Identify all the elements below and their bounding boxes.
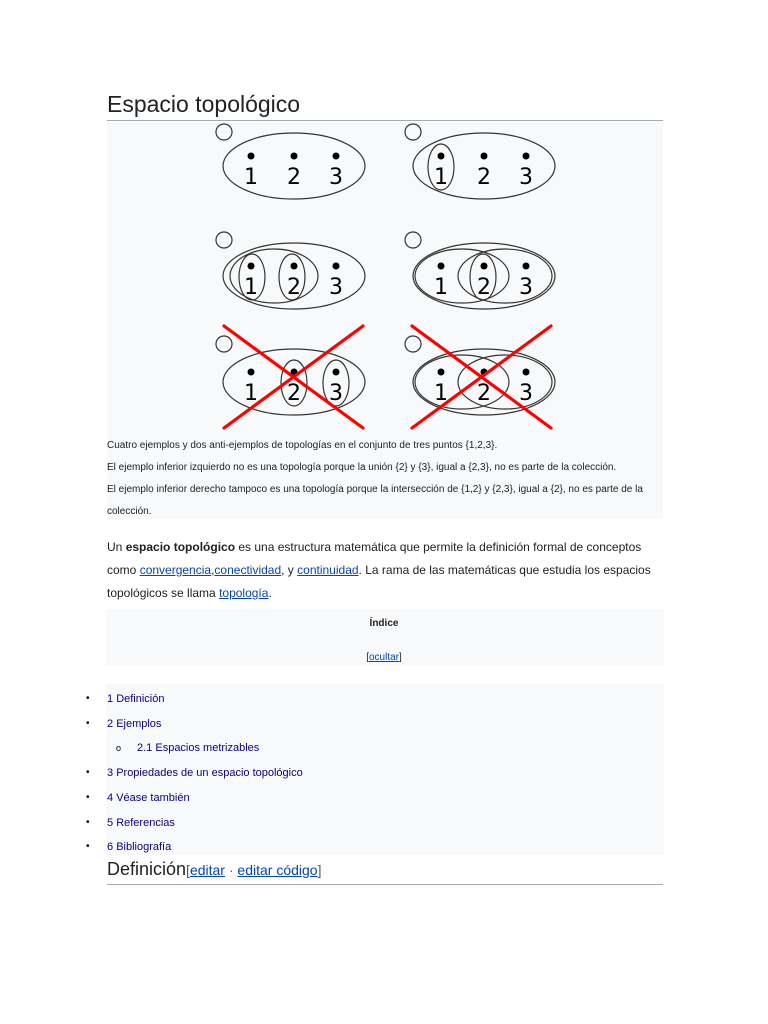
point-label: 3 bbox=[329, 275, 343, 300]
point-label: 3 bbox=[329, 165, 343, 190]
edit-bracket: ] bbox=[317, 862, 322, 878]
intro-text: Un bbox=[107, 540, 126, 554]
edit-link[interactable]: editar bbox=[189, 862, 225, 878]
toc-bullet: • bbox=[86, 718, 90, 729]
point-dot bbox=[481, 153, 488, 160]
toc-number: 2.1 bbox=[137, 742, 153, 754]
toc-number: 4 bbox=[107, 792, 114, 804]
point-dot bbox=[333, 369, 340, 376]
point-dot bbox=[438, 153, 445, 160]
point-label: 3 bbox=[519, 381, 533, 406]
link-topologia[interactable]: topología bbox=[219, 586, 269, 600]
toc-list bbox=[86, 684, 664, 855]
point-label: 2 bbox=[477, 381, 491, 406]
toc-number: 3 bbox=[107, 767, 114, 779]
toc-item[interactable] bbox=[86, 689, 165, 709]
edit-links bbox=[186, 862, 321, 878]
page-title: Espacio topológico bbox=[107, 90, 663, 121]
point-label: 1 bbox=[244, 275, 258, 300]
point-dot bbox=[438, 369, 445, 376]
point-markers bbox=[244, 153, 533, 407]
toc-hide-link[interactable]: ocultar bbox=[368, 652, 399, 663]
point-dot bbox=[333, 263, 340, 270]
topology-figure bbox=[107, 122, 663, 519]
point-label: 1 bbox=[244, 165, 258, 190]
point-dot bbox=[291, 153, 298, 160]
toc-number: 2 bbox=[107, 718, 114, 730]
point-label: 2 bbox=[287, 275, 301, 300]
intro-paragraph bbox=[107, 536, 663, 605]
link-convergencia[interactable]: convergencia bbox=[139, 563, 212, 577]
point-label: 1 bbox=[434, 165, 448, 190]
point-label: 2 bbox=[477, 165, 491, 190]
toc-bracket: ] bbox=[399, 652, 402, 663]
section-heading-definicion bbox=[107, 857, 663, 885]
toc-bullet: • bbox=[86, 767, 90, 778]
toc-number: 1 bbox=[107, 693, 114, 705]
point-dot bbox=[438, 263, 445, 270]
point-dot bbox=[248, 153, 255, 160]
intro-text: , bbox=[211, 563, 215, 577]
section-title: Definición bbox=[107, 859, 187, 879]
toc-item[interactable] bbox=[86, 813, 175, 833]
toc-text: Definición bbox=[116, 693, 165, 705]
point-dot bbox=[333, 153, 340, 160]
point-label: 2 bbox=[287, 381, 301, 406]
toc-bullet: o bbox=[116, 743, 122, 753]
intro-text: es una estructura matemática que permite la definición formal de conceptos como bbox=[107, 540, 642, 577]
toc-item[interactable] bbox=[86, 788, 190, 808]
toc-text: Referencias bbox=[116, 817, 175, 829]
intro-text: , y bbox=[281, 563, 298, 577]
point-dot bbox=[248, 263, 255, 270]
toc-text: Véase también bbox=[116, 792, 190, 804]
topology-diagrams bbox=[107, 122, 663, 432]
toc-text: Propiedades de un espacio topológico bbox=[116, 767, 303, 779]
point-dot bbox=[248, 369, 255, 376]
point-dot bbox=[523, 263, 530, 270]
toc-item[interactable] bbox=[86, 763, 303, 783]
point-dot bbox=[523, 153, 530, 160]
cross-marks bbox=[224, 326, 551, 428]
toc-bullet: • bbox=[86, 693, 90, 704]
toc-bracket: [ bbox=[366, 652, 369, 663]
toc-item[interactable] bbox=[86, 837, 172, 857]
toc-bullet: • bbox=[86, 792, 90, 803]
point-label: 1 bbox=[434, 275, 448, 300]
point-label: 2 bbox=[287, 165, 301, 190]
point-dot bbox=[481, 263, 488, 270]
point-label: 3 bbox=[519, 165, 533, 190]
figure-caption bbox=[107, 435, 659, 523]
caption-line-3: El ejemplo inferior derecho tampoco es una topología porque la intersección de {1,2} y {2,3}, igual a {2}, no es parte de la colección. bbox=[107, 484, 643, 517]
intro-term: espacio topológico bbox=[125, 540, 236, 554]
link-continuidad[interactable]: continuidad bbox=[297, 563, 359, 577]
point-label: 3 bbox=[329, 381, 343, 406]
toc-bullet: • bbox=[86, 817, 90, 828]
toc-item[interactable] bbox=[86, 714, 162, 734]
toc-item[interactable] bbox=[116, 738, 260, 758]
toc-number: 6 bbox=[107, 841, 114, 853]
toc-header bbox=[106, 609, 664, 665]
toc-number: 5 bbox=[107, 817, 114, 829]
edit-bracket: [ bbox=[186, 862, 190, 878]
intro-text: . La rama de las matemáticas que estudia los espacios topológicos se llama bbox=[107, 563, 651, 600]
point-label: 3 bbox=[519, 275, 533, 300]
point-label: 1 bbox=[244, 381, 258, 406]
edit-code-link[interactable]: editar código bbox=[237, 862, 318, 878]
link-conectividad[interactable]: conectividad bbox=[214, 563, 282, 577]
toc-title: Índice bbox=[369, 618, 399, 629]
toc-text: Bibliografía bbox=[116, 841, 172, 853]
point-label: 1 bbox=[434, 381, 448, 406]
toc-toggle bbox=[106, 652, 662, 663]
intro-text: . bbox=[268, 586, 272, 600]
point-label: 2 bbox=[477, 275, 491, 300]
toc-bullet: • bbox=[86, 841, 90, 852]
point-dot bbox=[523, 369, 530, 376]
point-dot bbox=[291, 263, 298, 270]
caption-line-1: Cuatro ejemplos y dos anti-ejemplos de topologías en el conjunto de tres puntos {1,2,3}. bbox=[107, 440, 498, 451]
toc-text: Espacios metrizables bbox=[155, 742, 260, 754]
caption-line-2: El ejemplo inferior izquierdo no es una topología porque la unión {2} y {3}, igual a {2,3}, no es parte de la colección. bbox=[107, 462, 617, 473]
edit-separator: · bbox=[224, 862, 238, 878]
toc-text: Ejemplos bbox=[116, 718, 162, 730]
